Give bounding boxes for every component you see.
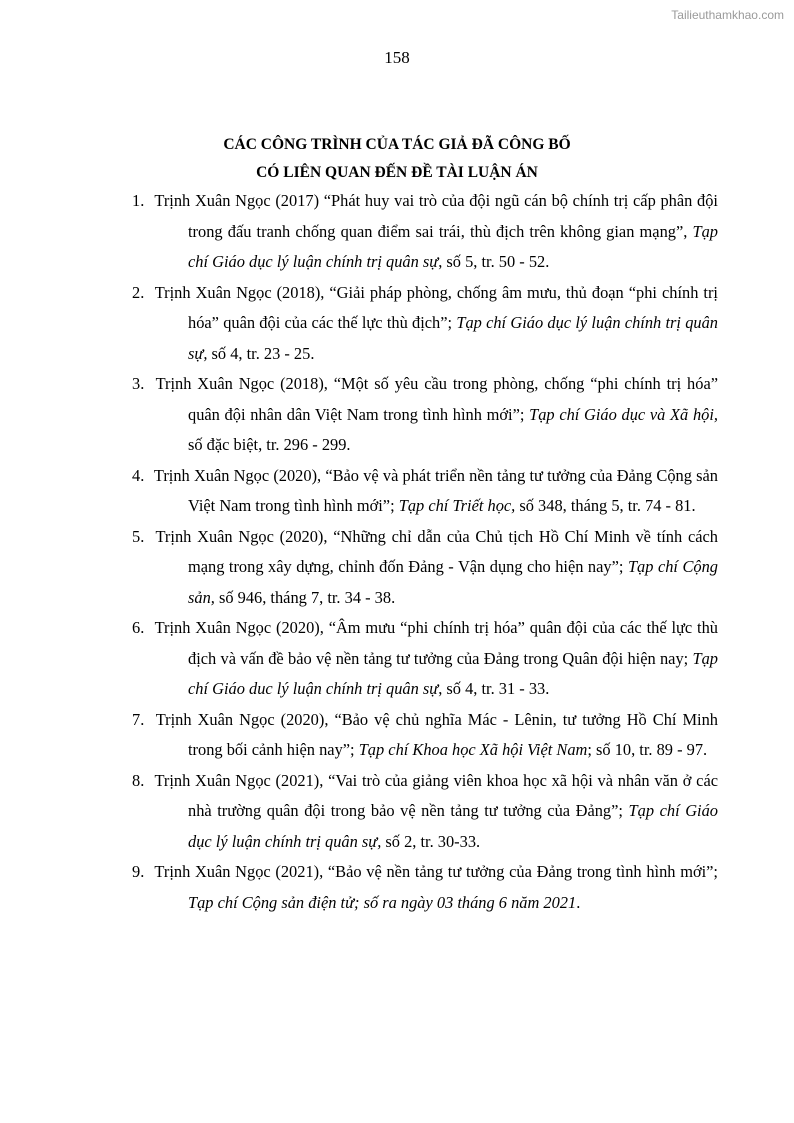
publication-item (132, 857, 718, 918)
item-number: 6. (132, 618, 145, 637)
item-number: 2. (132, 282, 145, 302)
item-details: số 2, tr. 30-33. (381, 831, 481, 851)
section-heading (0, 131, 794, 187)
item-text: Trịnh Xuân Ngọc (2020), “Bảo vệ và phát triển nền tảng tư tưởng của Đảng Cộng sản Việt Nam trong tình hình mới”; (153, 465, 718, 515)
item-number: 4. (132, 465, 145, 485)
item-details: số 4, tr. 23 - 25. (207, 343, 315, 363)
item-details: , số 4, tr. 31 - 33. (438, 679, 550, 698)
item-text: Trịnh Xuân Ngọc (2021), “Vai trò của giảng viên khoa học xã hội và nhân văn ở các nhà trường quân đội trong bảo vệ nền tảng tư tưởng của Đảng”; (154, 770, 718, 820)
item-number: 8. (132, 770, 145, 790)
watermark: Tailieuthamkhao.com (671, 8, 784, 22)
item-number: 9. (132, 862, 145, 881)
item-details: . (576, 892, 581, 912)
heading-line-1: CÁC CÔNG TRÌNH CỦA TÁC GIẢ ĐÃ CÔNG BỐ (223, 136, 571, 153)
item-text: Trịnh Xuân Ngọc (2018), “Một số yêu cầu trong phòng, chống “phi chính trị hóa” quân đội nhân dân Việt Nam trong tình hình mới”; (155, 374, 718, 424)
journal-name: Tạp chí Giáo dục lý luận chính trị quân sự, (188, 801, 718, 851)
item-number: 5. (132, 526, 145, 546)
publication-item (132, 186, 718, 278)
publication-item (132, 705, 718, 766)
journal-name: Tạp chí Giáo dục lý luận chính trị quân sự, (188, 313, 718, 363)
journal-name: Tạp chí Giáo dục lý luận chính trị quân sự (188, 221, 718, 271)
item-details: , số 5, tr. 50 - 52. (438, 252, 550, 271)
publication-item (132, 766, 718, 858)
publication-item (132, 522, 718, 614)
item-text: Trịnh Xuân Ngọc (2021), “Bảo vệ nền tảng tư tưởng của Đảng trong tình hình mới”; (154, 862, 718, 881)
item-text: Trịnh Xuân Ngọc (2020), “Âm mưu “phi chính trị hóa” quân đội của các thế lực thù địch và vấn đề bảo vệ nền tảng tư tưởng của Đảng trong Quân đội hiện nay; (154, 618, 718, 668)
item-text: Trịnh Xuân Ngọc (2020), “Bảo vệ chủ nghĩa Mác - Lênin, tư tưởng Hồ Chí Minh trong bối cảnh hiện nay”; (155, 709, 718, 759)
item-details: số 946, tháng 7, tr. 34 - 38. (214, 587, 396, 607)
item-text: Trịnh Xuân Ngọc (2020), “Những chỉ dẫn của Chủ tịch Hồ Chí Minh về tính cách mạng trong xây dựng, chỉnh đốn Đảng - Vận dụng cho hiện nay”; (155, 526, 718, 576)
item-text: Trịnh Xuân Ngọc (2018), “Giải pháp phòng, chống âm mưu, thủ đoạn “phi chính trị hóa” quân đội của các thế lực thù địch”; (154, 282, 718, 332)
publication-list (132, 186, 718, 918)
journal-name: Tạp chí Giáo dục và Xã hội, (529, 404, 718, 424)
journal-name: Tạp chí Cộng sản điện tử; số ra ngày 03 tháng 6 năm 2021 (188, 892, 577, 912)
journal-name: Tạp chí Triết học, (398, 496, 516, 515)
publication-item (132, 613, 718, 705)
item-details: ; số 10, tr. 89 - 97. (587, 740, 708, 759)
journal-name: Tạp chí Giáo duc lý luận chính trị quân sự (188, 648, 718, 698)
item-details: số 348, tháng 5, tr. 74 - 81. (515, 496, 696, 515)
publication-item (132, 461, 718, 522)
item-text: Trịnh Xuân Ngọc (2017) “Phát huy vai trò của đội ngũ cán bộ chính trị cấp phân đội trong đấu tranh chống quan điểm sai trái, thù địch trên không gian mạng”, (154, 191, 718, 241)
page-number: 158 (384, 48, 410, 67)
item-number: 1. (132, 191, 145, 210)
item-number: 7. (132, 709, 145, 729)
journal-name: Tạp chí Khoa học Xã hội Việt Nam (358, 740, 588, 759)
publication-item (132, 369, 718, 461)
item-number: 3. (132, 374, 145, 393)
heading-line-2: CÓ LIÊN QUAN ĐẾN ĐỀ TÀI LUẬN ÁN (256, 164, 538, 181)
item-details: số đặc biệt, tr. 296 - 299. (188, 435, 351, 454)
journal-name: Tạp chí Cộng sản, (188, 557, 718, 607)
publication-item (132, 278, 718, 370)
